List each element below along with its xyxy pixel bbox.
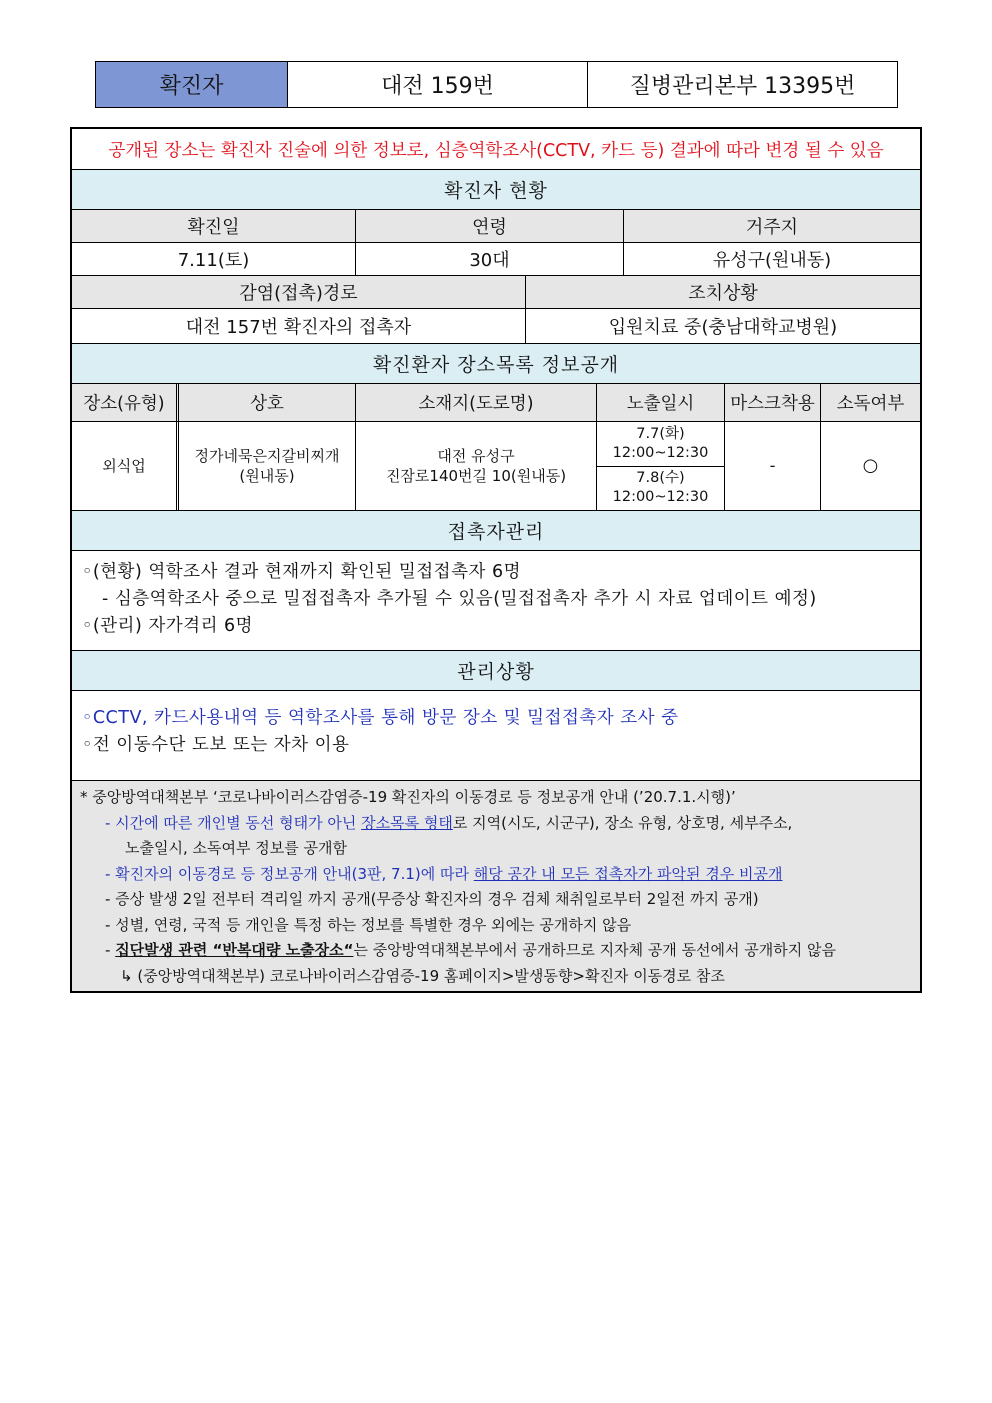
- exposure-slot: [597, 466, 724, 511]
- disinfect-value: ○: [820, 422, 920, 510]
- contacts-line1: ◦(현황) 역학조사 결과 현재까지 확인된 밀접접촉자 6명: [82, 562, 521, 582]
- age-header: 연령: [355, 210, 623, 242]
- management-body: [72, 690, 920, 780]
- note-homepage-ref: ↳ (중앙방역대책본부) 코로나바이러스감염증-19 홈페이지>발생동향>확진자 이동경로 참조: [120, 966, 725, 985]
- note-privacy: - 성별, 연령, 국적 등 개인을 특정 하는 정보를 특별한 경우 외에는 공개하지 않음: [105, 915, 632, 934]
- status-header-row: [72, 209, 920, 242]
- action-header: 조치상황: [525, 276, 920, 308]
- exposure-date: 7.7(화): [636, 425, 685, 442]
- exposure-header: 노출일시: [596, 384, 724, 421]
- exposure-times: [596, 422, 724, 510]
- route-value: 대전 157번 확진자의 접촉자: [185, 317, 412, 338]
- note-place-list: - 시간에 따른 개인별 동선 형태가 아닌 장소목록 형태로 지역(시도, 시군구), 장소 유형, 상호명, 세부주소,: [105, 813, 793, 832]
- mask-header: 마스크착용: [724, 384, 820, 421]
- route-value-row: [72, 308, 920, 343]
- status-section-title: 확진자 현황: [72, 169, 920, 209]
- confirm-date-value: 7.11(토): [177, 250, 250, 271]
- contacts-line3: ◦(관리) 자가격리 6명: [82, 616, 254, 636]
- header-kcdc-number: 질병관리본부 13395번: [629, 74, 856, 99]
- place-type: 외식업: [102, 457, 146, 475]
- note-nondisclosure: - 확진자의 이동경로 등 정보공개 안내(3판, 7.1)에 따라 해당 공간 내 모든 접촉자가 파악된 경우 비공개: [105, 864, 783, 883]
- case-info-block: [70, 127, 922, 993]
- place-name-line1: 정가네묵은지갈비찌개: [194, 447, 340, 465]
- note-reference: * 중앙방역대책본부 ‘코로나바이러스감염증-19 확진자의 이동경로 등 정보공개 안내 (’20.7.1.시행)’: [80, 788, 736, 806]
- disclaimer-notice: 공개된 장소는 확진자 진술에 의한 정보로, 심층역학조사(CCTV, 카드 등) 결과에 따라 변경 될 수 있음: [108, 140, 884, 161]
- header-label: 확진자: [96, 62, 288, 107]
- note-cluster: - 집단발생 관련 “반복대량 노출장소“는 중앙방역대책본부에서 공개하므로 지자체 공개 동선에서 공개하지 않음: [105, 941, 837, 959]
- age-value: 30대: [355, 243, 623, 275]
- place-row: [72, 421, 920, 510]
- status-value-row: [72, 242, 920, 275]
- contacts-body: [72, 550, 920, 650]
- contacts-line2: - 심층역학조사 중으로 밀접접촉자 추가될 수 있음(밀접접촉자 추가 시 자료 업데이트 예정): [102, 589, 817, 609]
- place-name: [176, 422, 355, 510]
- place-name-line2: (원내동): [239, 467, 295, 485]
- management-section-title: 관리상황: [72, 650, 920, 690]
- management-line2: ◦전 이동수단 도보 또는 자차 이용: [82, 735, 350, 755]
- place-name-header: 상호: [176, 384, 355, 421]
- management-line1: ◦CCTV, 카드사용내역 등 역학조사를 통해 방문 장소 및 밀접접촉자 조사 중: [82, 708, 679, 728]
- contacts-section-title: 접촉자관리: [72, 510, 920, 550]
- place-type-header: 장소(유형): [83, 394, 165, 414]
- mask-value: -: [724, 422, 820, 510]
- places-header-row: [72, 383, 920, 421]
- place-address-line1: 대전 유성구: [437, 447, 515, 465]
- note-place-list-cont: 노출일시, 소독여부 정보를 공개함: [125, 839, 347, 857]
- exposure-time: 12:00~12:30: [612, 489, 709, 506]
- guidance-notes: [72, 780, 920, 991]
- place-address-header: 소재지(도로명): [355, 384, 596, 421]
- confirm-date-header: 확진일: [187, 217, 240, 238]
- residence-header: 거주지: [623, 210, 920, 242]
- route-header-row: [72, 275, 920, 308]
- disinfect-header: 소독여부: [820, 384, 920, 421]
- exposure-slot: [597, 422, 724, 466]
- action-value: 입원치료 중(충남대학교병원): [525, 309, 920, 343]
- residence-value: 유성구(원내동): [623, 243, 920, 275]
- route-header: 감염(접촉)경로: [239, 283, 358, 304]
- header-local-number: 대전 159번: [288, 62, 588, 107]
- place-address-line2: 진잠로140번길 10(원내동): [385, 467, 567, 485]
- exposure-date: 7.8(수): [636, 470, 685, 487]
- note-period: - 증상 발생 2일 전부터 격리일 까지 공개(무증상 확진자의 경우 검체 채취일로부터 2일전 까지 공개): [105, 890, 759, 908]
- exposure-time: 12:00~12:30: [612, 444, 709, 461]
- place-address: [355, 422, 596, 510]
- header-band: [95, 61, 898, 108]
- places-section-title: 확진환자 장소목록 정보공개: [72, 343, 920, 383]
